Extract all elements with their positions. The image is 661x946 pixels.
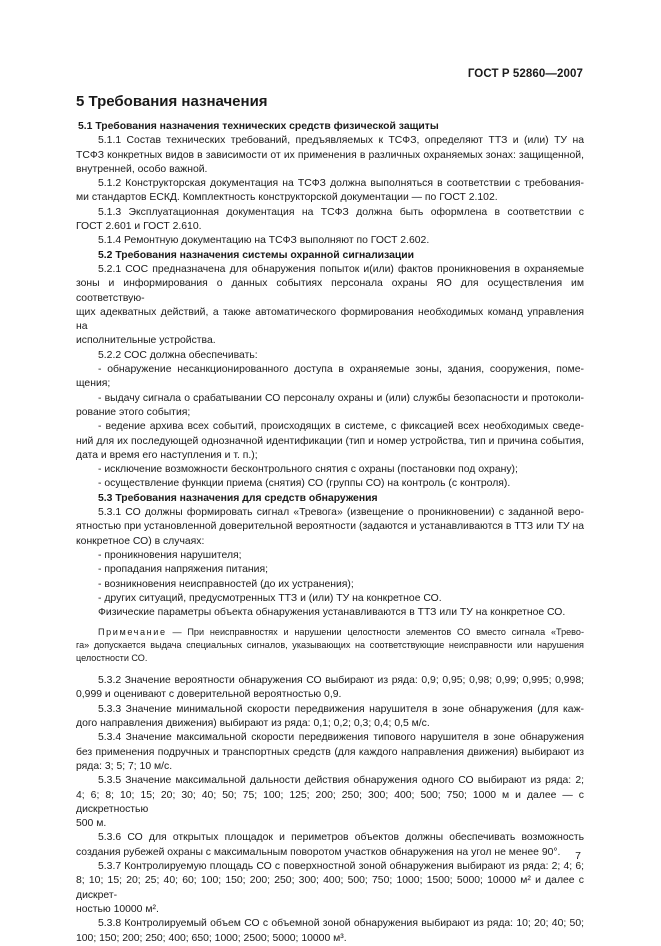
list-item: - осуществление функции приема (снятия) СО (группы СО) на контроль (с контроля). [98,478,511,490]
paragraph-5-3-7: 5.3.7 Контролируемую площадь СО с поверхностной зоной обнаружения выбирают из ряда: 2; 4; 6; 8; 10; 15; 20; 25; 40; 60; 100; 150; 200; 250; 300; 400; 500; 750; 1000; 1500; 5000; 10000 м² и далее с дискрет- ностью 10000 м². [76,861,584,915]
list-item: - ведение архива всех событий, происходящих в системе, с фиксацией всех необходимых сведе- ний для их последующей однозначной идентификации (тип и номер устройства, тип и причина события, дата и время его наступления и т. п.); [76,421,584,461]
subsection-5-2-title: 5.2 Требования назначения системы охранной сигнализации [98,249,415,261]
list-5-2-2 [76,363,584,492]
paragraph-5-1-3: 5.1.3 Эксплуатационная документация на ТСФЗ должна быть оформлена в соответствии с ГОСТ 2.601 и ГОСТ 2.610. [76,206,584,233]
section-title: 5 Требования назначения [76,93,268,110]
list-5-3-1 [76,549,584,606]
paragraph-5-3-6: 5.3.6 СО для открытых площадок и периметров объектов должны обеспечивать возможность создания рубежей охраны с максимальным поворотом участков обнаружения на угол не менее 90°. [76,832,584,858]
list-item: - проникновения нарушителя; [98,549,242,561]
list-item: - других ситуаций, предусмотренных ТТЗ и (или) ТУ на конкретное СО. [98,592,442,604]
paragraph-5-1-4: 5.1.4 Ремонтную документацию на ТСФЗ выполняют по ГОСТ 2.602. [98,235,430,247]
list-item: - пропадания напряжения питания; [98,564,268,576]
note: Примечание — При неисправностях и нарушении целостности элементов СО вместо сигнала «Трево- га» допускается выдача специальных сигналов, указывающих на соответствующие неисправности или нарушения целостности СО. [76,627,584,663]
paragraph-5-2-2: 5.2.2 СОС должна обеспечивать: [98,349,258,361]
note-label: Примечание [98,627,167,638]
paragraph-physical-parameters: Физические параметры объекта обнаружения устанавливаются в ТТЗ или ТУ на конкретное СО. [98,607,566,619]
paragraph-5-3-3: 5.3.3 Значение минимальной скорости передвижения нарушителя в зоне обнаружения (для каж- дого направления движения) выбирают из ряда: 0,1; 0,2; 0,3; 0,4; 0,5 м/с. [76,703,584,730]
paragraph-5-3-5: 5.3.5 Значение максимальной дальности действия обнаружения одного СО выбирают из ряда: 2; 4; 6; 8; 10; 15; 20; 30; 40; 50; 75; 100; 125; 200; 250; 300; 400; 500; 750; 1000 м и далее — с дискретностью 500 м. [76,775,584,830]
list-item: - исключение возможности бесконтрольного снятия с охраны (постановки под охрану); [98,464,518,476]
paragraph-5-3-8: 5.3.8 Контролируемый объем СО с объемной зоной обнаружения выбирают из ряда: 10; 20; 40; 50; 100; 150; 200; 250; 400; 650; 1000; 2500; 5000; 10000 м³. [76,918,584,944]
paragraph-5-1-1: 5.1.1 Состав технических требований, предъявляемых к ТСФЗ, определяют ТТЗ и (или) ТУ на ТСФЗ конкретных видов в зависимости от их применения в различных охраняемых зонах: защищенной, внутренней, особо важной. [76,135,584,175]
section-body [76,120,584,946]
list-item: - обнаружение несанкционированного доступа в охраняемые зоны, здания, сооружения, поме- щения; [76,364,584,390]
paragraph-5-3-2: 5.3.2 Значение вероятности обнаружения СО выбирают из ряда: 0,9; 0,95; 0,98; 0,99; 0,995; 0,998; 0,999 и оценивают с доверительной вероятностью 0,9. [76,675,584,701]
subsection-5-1-title: 5.1 Требования назначения технических средств физической защиты [78,121,439,132]
paragraph-5-2-1: 5.2.1 СОС предназначена для обнаружения попыток и(или) фактов проникновения в охраняемые зоны и информирования о данных событиях персонала охраны ЯО для осуществления им соответствую- щих адекватных действий, а также автоматического формирования необходимых команд управления на исполнительные устройства. [76,263,584,347]
page-number: 7 [575,850,581,862]
document-header: ГОСТ Р 52860—2007 [467,68,583,80]
list-item: - выдачу сигнала о срабатывании СО персоналу охраны и (или) службы безопасности и протоколи- рование этого события; [76,392,584,418]
paragraph-5-1-2: 5.1.2 Конструкторская документация на ТСФЗ должна выполняться в соответствии с требования- ми стандартов ЕСКД. Комплектность конструкторской документации — по ГОСТ 2.102. [76,178,584,204]
paragraph-5-3-4: 5.3.4 Значение максимальной скорости передвижения типового нарушителя в зоне обнаружения без применения подручных и транспортных средств (для каждого направления движения) выбирают из ряда: 3; 5; 7; 10 м/с. [76,732,584,772]
paragraph-5-3-1: 5.3.1 СО должны формировать сигнал «Тревога» (извещение о проникновении) с заданной веро- ятностью при установленной доверительной вероятности (задаются и устанавливаются в ТТЗ или ТУ на конкретное СО) в случаях: [76,507,584,547]
subsection-5-3-title: 5.3 Требования назначения для средств обнаружения [98,492,378,504]
list-item: - возникновения неисправностей (до их устранения); [98,578,354,590]
